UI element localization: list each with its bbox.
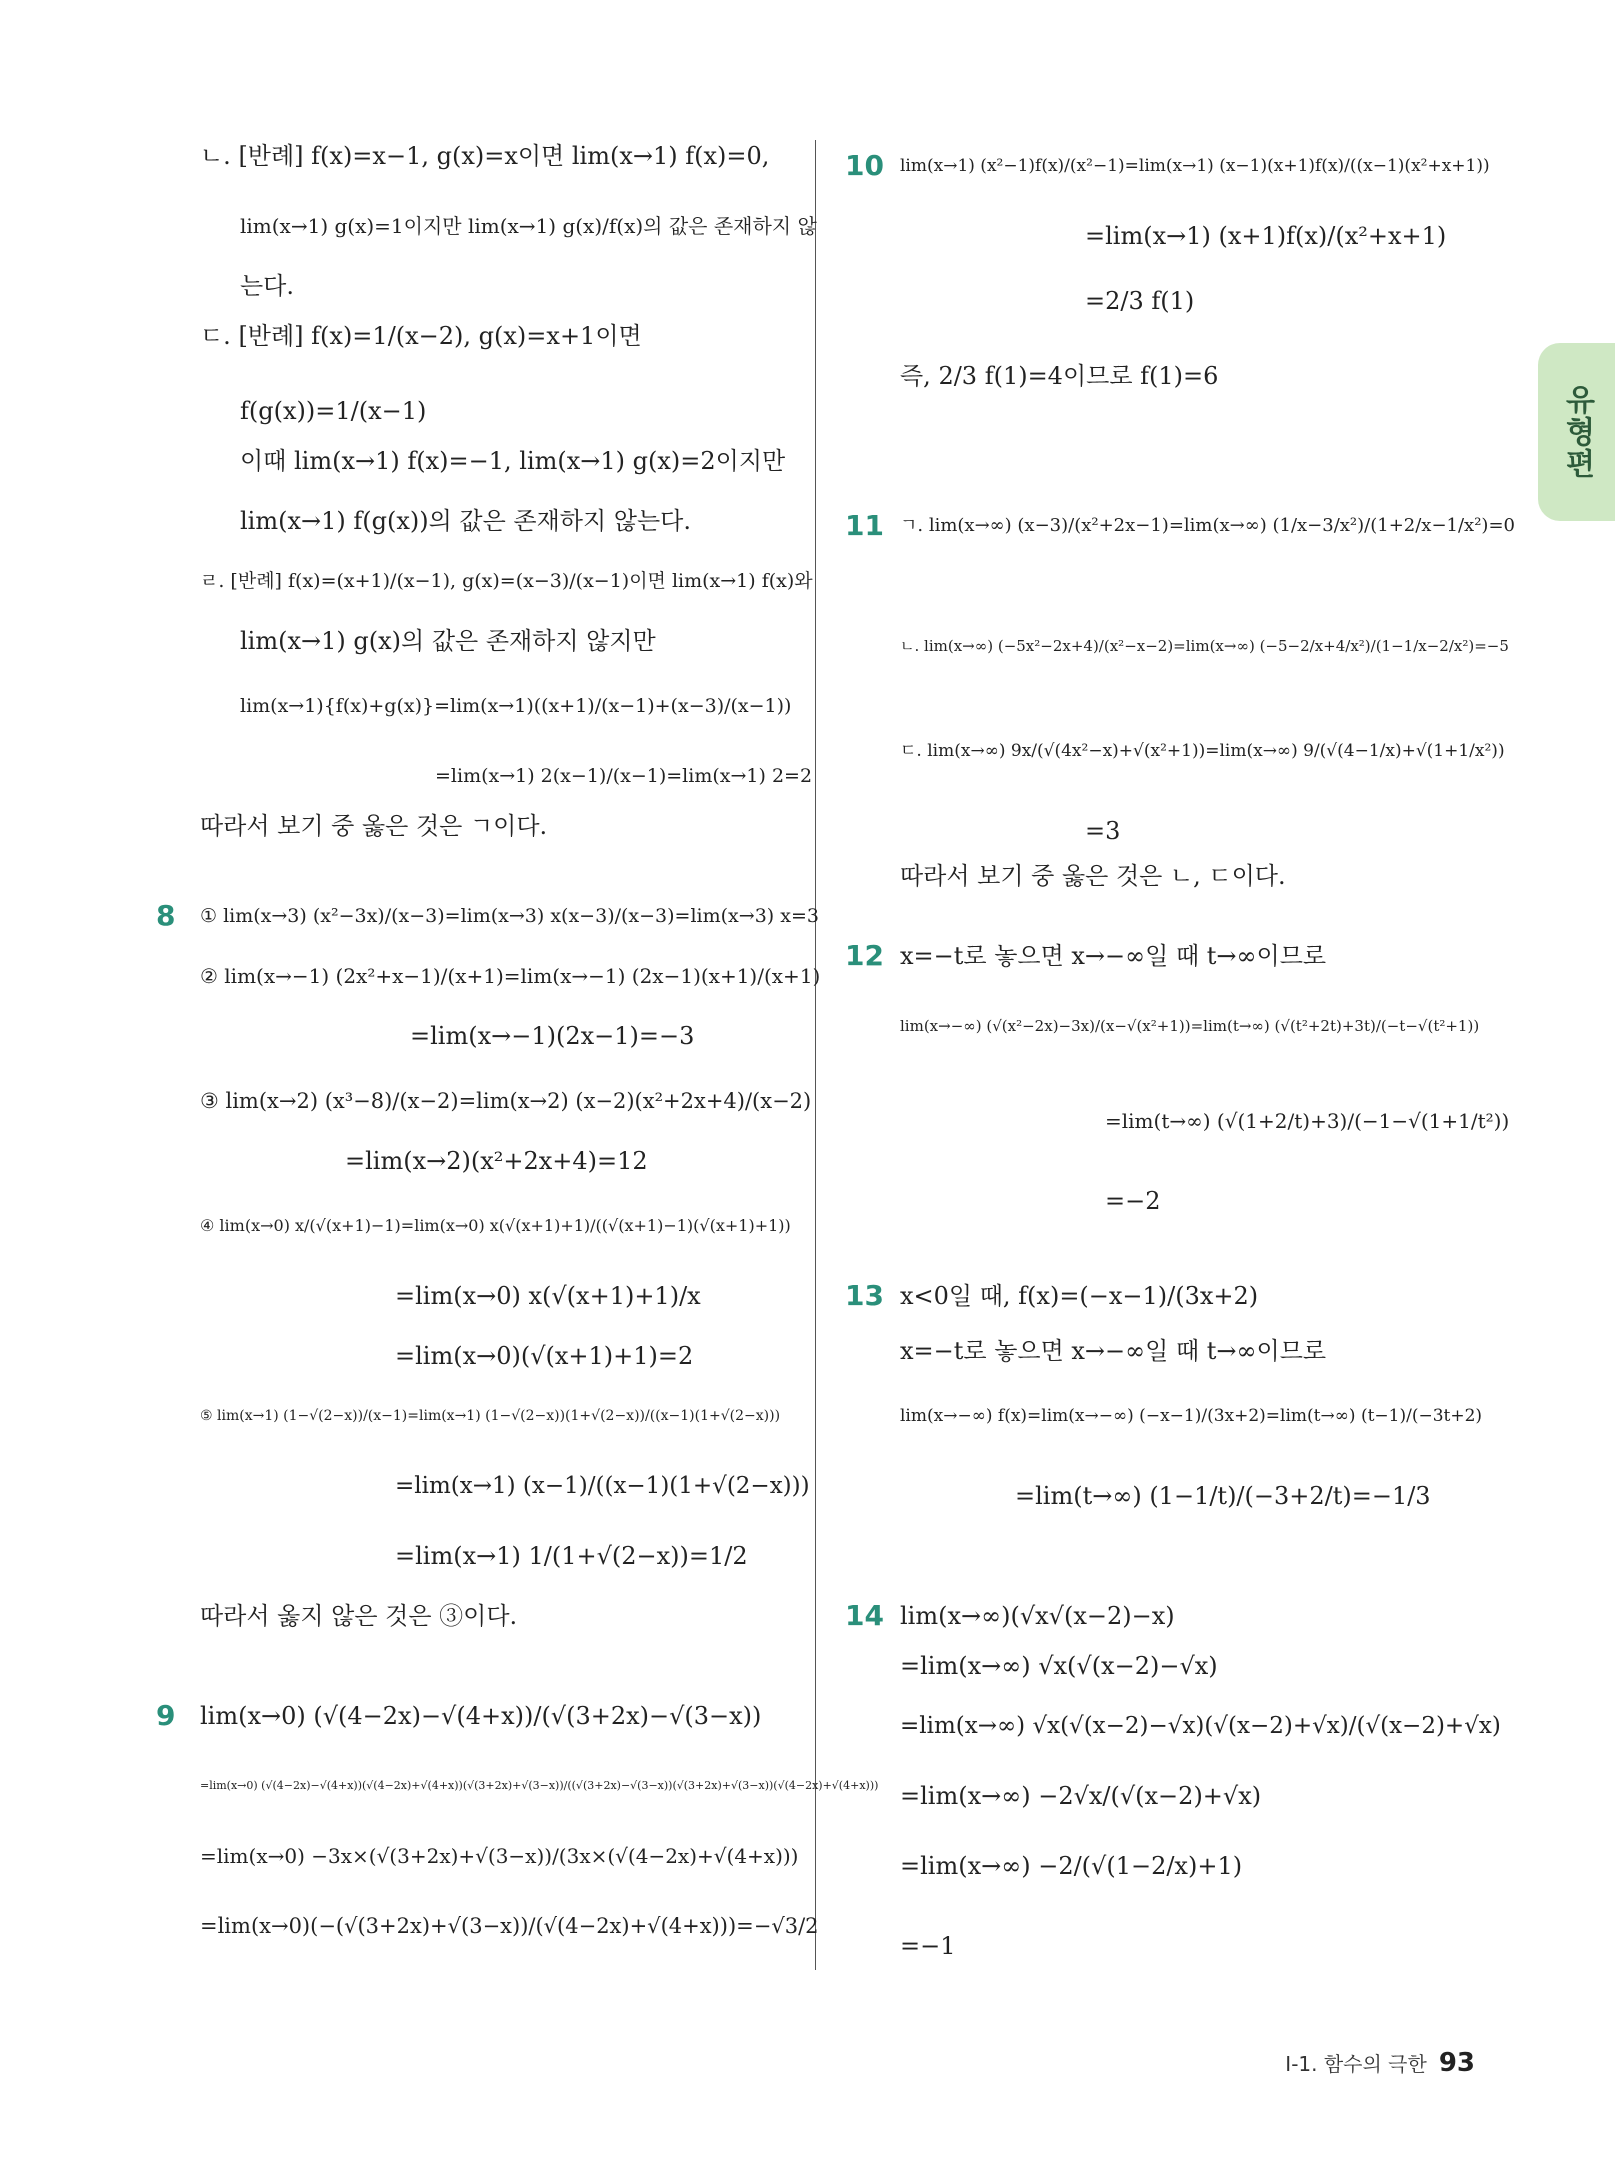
solution-line: =lim(x→0)(√(x+1)+1)=2: [395, 1342, 694, 1370]
solution-line: 는다.: [240, 272, 294, 300]
solution-line: =lim(x→∞) √x(√(x−2)−√x): [900, 1652, 1218, 1680]
column-divider: [815, 140, 816, 1970]
solution-line: =lim(x→−1)(2x−1)=−3: [410, 1022, 695, 1050]
solution-line: lim(x→1) g(x)=1이지만 lim(x→1) g(x)/f(x)의 값은 존재하지 않: [240, 214, 817, 238]
solution-line: =lim(x→2)(x²+2x+4)=12: [345, 1147, 648, 1175]
solution-line: =3: [1085, 817, 1121, 845]
solution-line: ㄷ. [반례] f(x)=1/(x−2), g(x)=x+1이면: [200, 322, 642, 350]
section-side-tab: [1538, 343, 1615, 521]
question-number: 11: [845, 509, 884, 542]
solution-line: ㄹ. [반례] f(x)=(x+1)/(x−1), g(x)=(x−3)/(x−1)이면 lim(x→1) f(x)와: [200, 570, 813, 592]
solution-line: =lim(x→∞) −2√x/(√(x−2)+√x): [900, 1782, 1262, 1810]
question-number: 10: [845, 149, 884, 182]
question-number: 13: [845, 1279, 884, 1312]
solution-line: =lim(x→∞) √x(√(x−2)−√x)(√(x−2)+√x)/(√(x−2)+√x): [900, 1713, 1501, 1739]
solution-line: x=−t로 놓으면 x→−∞일 때 t→∞이므로: [900, 1337, 1327, 1365]
solution-line: =−2: [1105, 1187, 1161, 1215]
solution-line: =lim(x→1) (x−1)/((x−1)(1+√(2−x))): [395, 1473, 810, 1499]
solution-line: =lim(x→0)(−(√(3+2x)+√(3−x))/(√(4−2x)+√(4+x)))=−√3/2: [200, 1914, 819, 1938]
question-number: 9: [156, 1699, 176, 1732]
solution-line: ① lim(x→3) (x²−3x)/(x−3)=lim(x→3) x(x−3)/(x−3)=lim(x→3) x=3: [200, 905, 819, 927]
solution-line: =lim(x→1) 1/(1+√(2−x))=1/2: [395, 1542, 748, 1570]
solution-line: 즉, 2/3 f(1)=4이므로 f(1)=6: [900, 362, 1219, 390]
solution-line: ㄴ. [반례] f(x)=x−1, g(x)=x이면 lim(x→1) f(x)=0,: [200, 142, 770, 170]
solution-line: 따라서 보기 중 옳은 것은 ㄱ이다.: [200, 812, 548, 840]
solution-line: =lim(t→∞) (1−1/t)/(−3+2/t)=−1/3: [1015, 1482, 1431, 1510]
solution-line: =lim(x→∞) −2/(√(1−2/x)+1): [900, 1852, 1243, 1880]
question-number: 12: [845, 939, 884, 972]
solution-line: =lim(x→0) −3x×(√(3+2x)+√(3−x))/(3x×(√(4−2x)+√(4+x))): [200, 1844, 799, 1868]
solution-line: 이때 lim(x→1) f(x)=−1, lim(x→1) g(x)=2이지만: [240, 447, 786, 475]
solution-line: f(g(x))=1/(x−1): [240, 397, 427, 425]
solution-line: lim(x→1) f(g(x))의 값은 존재하지 않는다.: [240, 507, 691, 535]
solution-line: ④ lim(x→0) x/(√(x+1)−1)=lim(x→0) x(√(x+1)+1)/((√(x+1)−1)(√(x+1)+1)): [200, 1216, 791, 1235]
solution-line: lim(x→∞)(√x√(x−2)−x): [900, 1602, 1175, 1630]
solution-line: ㄷ. lim(x→∞) 9x/(√(4x²−x)+√(x²+1))=lim(x→∞) 9/(√(4−1/x)+√(1+1/x²)): [900, 741, 1505, 761]
solution-line: ③ lim(x→2) (x³−8)/(x−2)=lim(x→2) (x−2)(x²+2x+4)/(x−2): [200, 1089, 812, 1113]
side-tab-label: 유형편: [1559, 384, 1595, 480]
solution-line: x=−t로 놓으면 x→−∞일 때 t→∞이므로: [900, 942, 1327, 970]
solution-line: =−1: [900, 1932, 956, 1960]
solution-line: ② lim(x→−1) (2x²+x−1)/(x+1)=lim(x→−1) (2x−1)(x+1)/(x+1): [200, 964, 821, 988]
solution-line: =lim(x→0) (√(4−2x)−√(4+x))(√(4−2x)+√(4+x))(√(3+2x)+√(3−x))/((√(3+2x)−√(3−x))(√(3+2x)+√(3−x))(√(4−2x)+√(4+x))): [200, 1779, 879, 1792]
solution-line: lim(x→1) g(x)의 값은 존재하지 않지만: [240, 627, 656, 655]
solution-line: ㄱ. lim(x→∞) (x−3)/(x²+2x−1)=lim(x→∞) (1/x−3/x²)/(1+2/x−1/x²)=0: [900, 515, 1515, 536]
footer-section-title: Ⅰ-1. 함수의 극한: [1285, 2052, 1427, 2076]
solution-line: lim(x→−∞) (√(x²−2x)−3x)/(x−√(x²+1))=lim(t→∞) (√(t²+2t)+3t)/(−t−√(t²+1)): [900, 1017, 1480, 1035]
question-number: 14: [845, 1599, 884, 1632]
solution-line: ㄴ. lim(x→∞) (−5x²−2x+4)/(x²−x−2)=lim(x→∞) (−5−2/x+4/x²)/(1−1/x−2/x²)=−5: [900, 637, 1509, 655]
solution-line: 따라서 보기 중 옳은 것은 ㄴ, ㄷ이다.: [900, 862, 1286, 890]
solution-line: =2/3 f(1): [1085, 287, 1195, 315]
page-number: 93: [1438, 2048, 1475, 2078]
solution-line: 따라서 옳지 않은 것은 ③이다.: [200, 1602, 518, 1630]
solution-line: lim(x→1) (x²−1)f(x)/(x²−1)=lim(x→1) (x−1)(x+1)f(x)/((x−1)(x²+x+1)): [900, 156, 1490, 176]
solution-line: lim(x→0) (√(4−2x)−√(4+x))/(√(3+2x)−√(3−x)): [200, 1702, 762, 1730]
solution-line: lim(x→1){f(x)+g(x)}=lim(x→1)((x+1)/(x−1)+(x−3)/(x−1)): [240, 695, 792, 717]
solution-line: =lim(x→0) x(√(x+1)+1)/x: [395, 1282, 701, 1310]
solution-line: =lim(t→∞) (√(1+2/t)+3)/(−1−√(1+1/t²)): [1105, 1109, 1510, 1133]
solution-line: ⑤ lim(x→1) (1−√(2−x))/(x−1)=lim(x→1) (1−√(2−x))(1+√(2−x))/((x−1)(1+√(2−x))): [200, 1408, 781, 1424]
question-number: 8: [156, 899, 176, 932]
solution-line: =lim(x→1) (x+1)f(x)/(x²+x+1): [1085, 222, 1447, 250]
solution-line: x<0일 때, f(x)=(−x−1)/(3x+2): [900, 1282, 1259, 1310]
page-footer: [1285, 2048, 1475, 2078]
solution-line: =lim(x→1) 2(x−1)/(x−1)=lim(x→1) 2=2: [435, 765, 813, 787]
solution-line: lim(x→−∞) f(x)=lim(x→−∞) (−x−1)/(3x+2)=lim(t→∞) (t−1)/(−3t+2): [900, 1406, 1483, 1426]
